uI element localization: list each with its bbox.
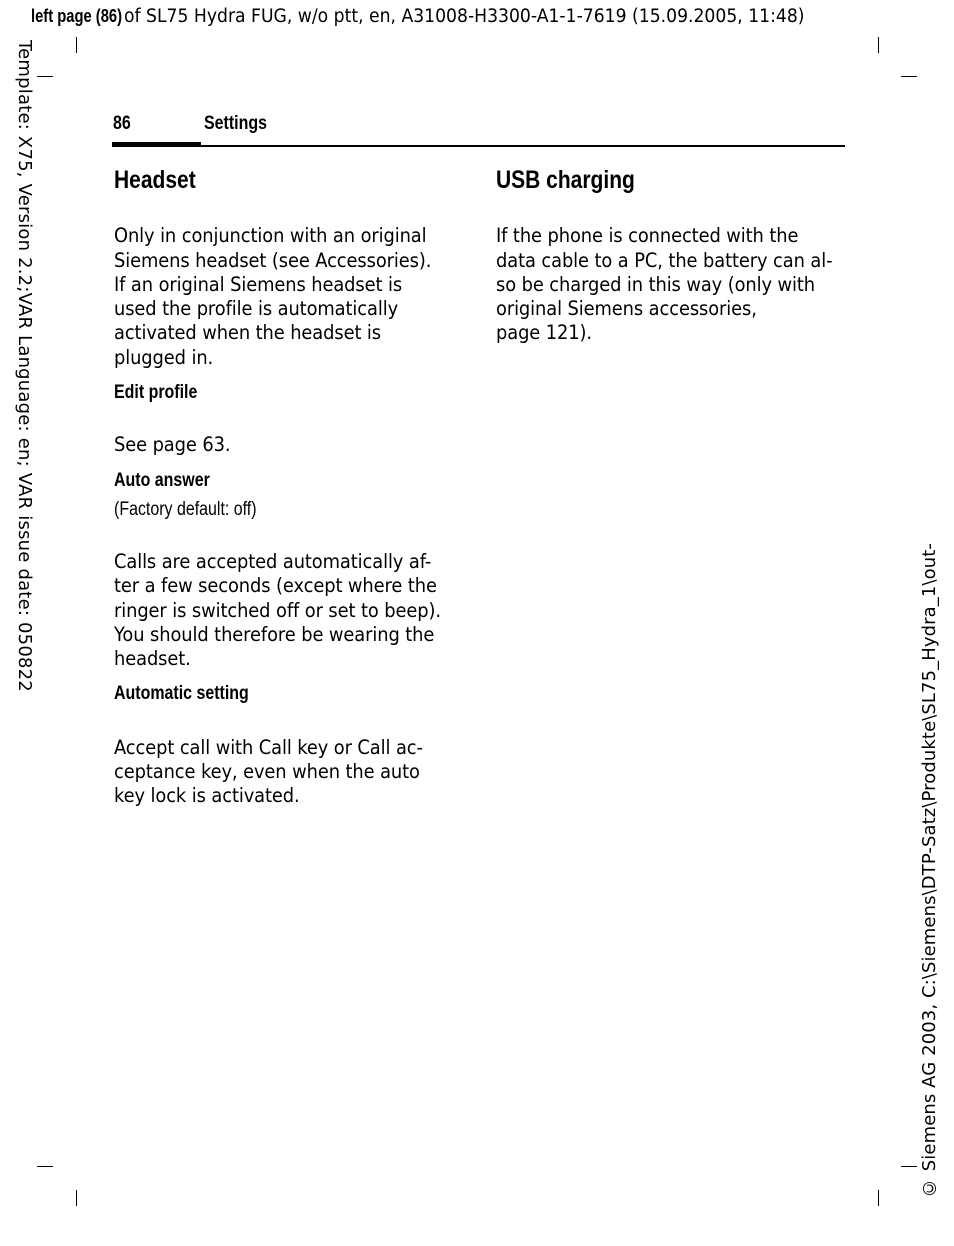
crop-mark-bottom-right-vertical: [878, 1190, 879, 1206]
usb-charging-heading: [496, 165, 846, 197]
template-info-margin-text: Template: X75, Version 2.2;VAR Language: en; VAR issue date: 050822: [14, 40, 35, 692]
crop-mark-top-right-vertical: [878, 37, 879, 53]
crop-mark-top-left-horizontal: [37, 76, 53, 77]
factory-default-note-text: (Factory default: off): [114, 498, 257, 520]
auto-answer-heading: [114, 468, 464, 493]
copyright-margin-text: © Siemens AG 2003, C:\Siemens\DTP-Satz\Produkte\SL75_Hydra_1\out-: [919, 543, 940, 1199]
factory-default-note: [114, 498, 464, 522]
automatic-setting-paragraph: [114, 711, 464, 808]
print-header-document-info: of SL75 Hydra FUG, w/o ptt, en, A31008-H3300-A1-1-7619 (15.09.2005, 11:48): [124, 6, 805, 27]
crop-mark-top-right-horizontal: [901, 76, 917, 77]
crop-mark-top-left-vertical: [76, 37, 77, 53]
running-section-title: [204, 112, 279, 135]
page-number: [113, 112, 134, 135]
auto-answer-text: Calls are accepted automatically af- ter a few seconds (except where the ringer is switched off or set to beep). You should therefore be wearing the headset.: [114, 549, 441, 671]
print-header-page-ref: left page (86): [31, 6, 123, 26]
left-column: [114, 165, 464, 809]
edit-profile-heading-text: Edit profile: [114, 382, 198, 404]
page-number-text: 86: [113, 113, 131, 134]
automatic-setting-text: Accept call with Call key or Call ac- ceptance key, even when the auto key lock is activated.: [114, 735, 423, 808]
right-column: [496, 165, 846, 346]
headset-heading-text: Headset: [114, 166, 196, 194]
auto-answer-heading-text: Auto answer: [114, 469, 210, 491]
headset-intro-paragraph: [114, 200, 464, 370]
headset-intro-text: Only in conjunction with an original Siemens headset (see Accessories). If an original Siemens headset is used the profile is automatically activated when the headset is plugged in.: [114, 224, 432, 369]
automatic-setting-heading: [114, 681, 464, 706]
edit-profile-text: See page 63.: [114, 433, 231, 457]
edit-profile-heading: [114, 380, 464, 405]
usb-charging-heading-text: USB charging: [496, 166, 635, 194]
header-rule: [112, 145, 845, 147]
crop-mark-bottom-right-horizontal: [901, 1166, 917, 1167]
crop-mark-bottom-left-vertical: [76, 1190, 77, 1206]
running-section-title-text: Settings: [204, 113, 267, 134]
crop-mark-bottom-left-horizontal: [37, 1166, 53, 1167]
automatic-setting-heading-text: Automatic setting: [114, 683, 249, 705]
headset-heading: [114, 165, 464, 197]
edit-profile-paragraph: [114, 409, 464, 458]
auto-answer-paragraph: [114, 526, 464, 672]
print-header: [31, 6, 856, 27]
usb-charging-text: If the phone is connected with the data cable to a PC, the battery can al- so be charged in this way (only with original Siemens accessories, page 121).: [496, 224, 833, 345]
usb-charging-paragraph: [496, 200, 846, 346]
